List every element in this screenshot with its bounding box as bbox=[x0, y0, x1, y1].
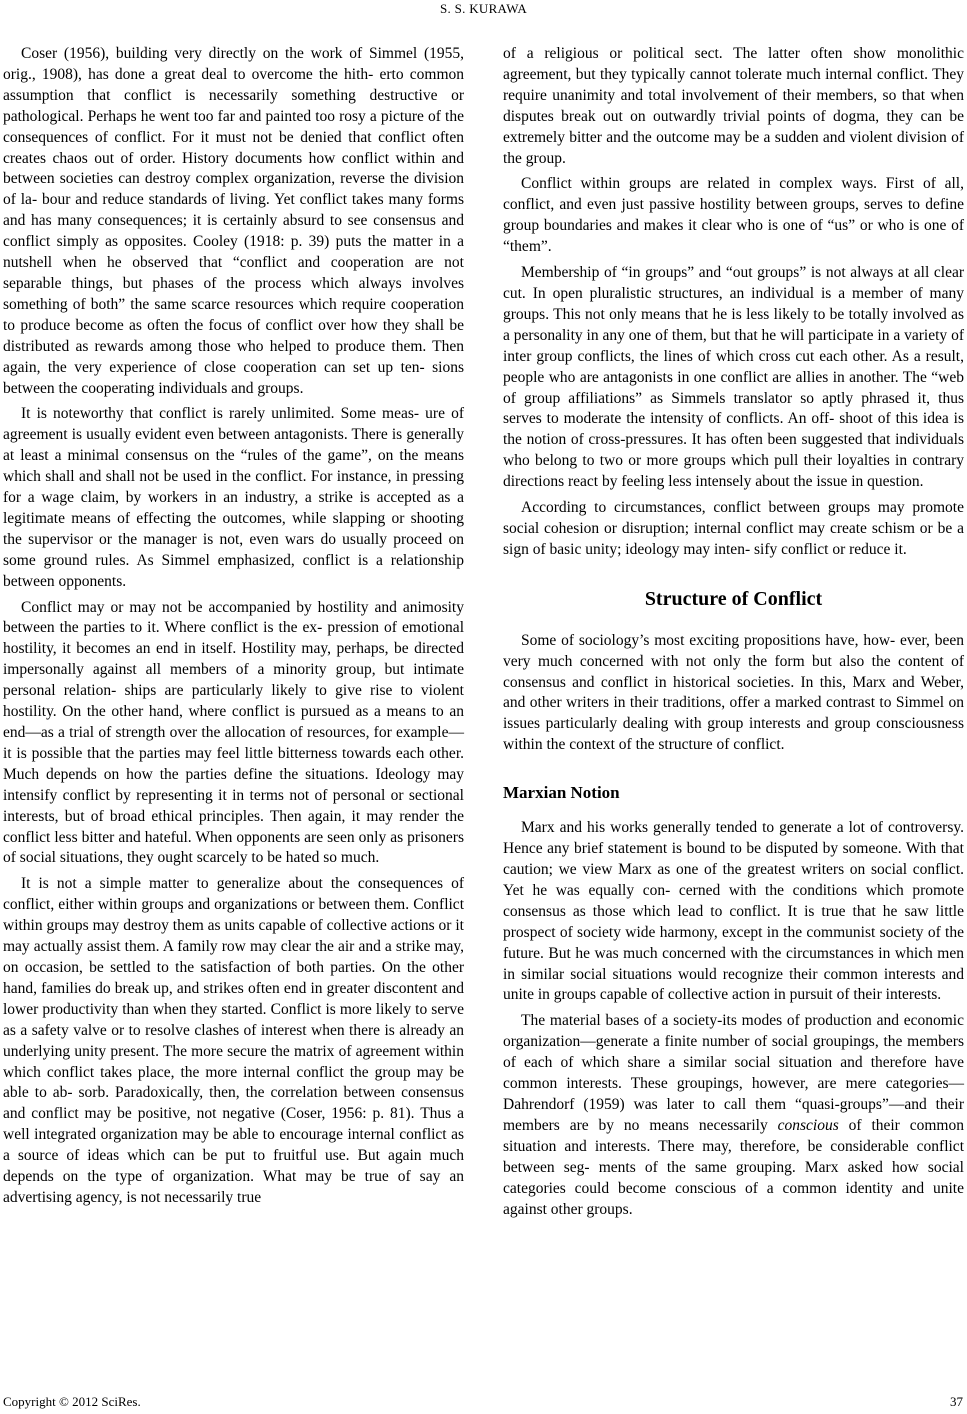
section-heading: Structure of Conflict bbox=[644, 587, 823, 610]
right-column bbox=[503, 44, 964, 1225]
text-run: of their common situation and interests. There may, therefore, be considerable conflict between seg- ments of the same grouping. Marx asked how social categories could become conscious of a common identity and unite against other groups. bbox=[503, 1116, 964, 1218]
paragraph: Some of sociology’s most exciting propositions have, how- ever, been very much concerned with not only the form but also the content of consensus and conflict in historical societies. In this, Marx and Weber, and other writers in their traditions, offer a marked contrast to Simmel on issues particularly dealing with group interests and group consciousness within the context of the structure of conflict. bbox=[503, 631, 964, 754]
paragraph: Membership of “in groups” and “out groups” is not always at all clear cut. In open pluralistic structures, an individual is a member of many groups. This not only means that he is less likely to be totally involved as a personality in any one of them, but that he will participate in a variety of inter group conflicts, the lines of which cross cut each other. As a result, people who are antagonists in one conflict are allies in another. The “web of group affiliations” as Simmels translator so aptly phrased it, thus serves to moderate the intensity of conflicts. An off- shoot of this idea is the notion of cross-pressures. It has often been suggested that individuals who belong to two or more groups which pull their loyalties in contrary directions react by feeling less intensely about the issue in question. bbox=[503, 264, 964, 491]
subsection-heading: Marxian Notion bbox=[503, 783, 620, 803]
page-number: 37 bbox=[950, 1394, 963, 1409]
text-run: The material bases of a society-its modes of production and economic organization—generate a finite number of social groupings, the members of each of which share a similar social situation and therefore have common interests. These groupings, however, are mere categories—Dahrendorf (1959) was later to call them “quasi-groups”—and their members are by no means necessarily bbox=[503, 1012, 964, 1134]
paragraph: It is noteworthy that conflict is rarely unlimited. Some meas- ure of agreement is usually evident even between antagonists. There is generally at least a minimal consensus on the “rules of the game”, on the means which shall and shall not be used in the conflict. For instance, in pressing for a wage claim, by workers in an industry, a strike is accepted as a legitimate means of effecting the outcomes, while slapping or shooting the supervisor or the manager is not, even wars do usually proceed on some ground rules. As Simmel emphasized, conflict is a relationship between opponents. bbox=[3, 405, 464, 590]
paragraph: It is not a simple matter to generalize about the consequences of conflict, either within groups and organizations or between them. Conflict within groups may destroy them as units capable of collective actions or it may actually assist them. A family row may clear the air and a strike may, on occasion, be settled to the satisfaction of both parties. On the other hand, families do break up, and strikes often end in greater discontent and lower productivity than when they started. Conflict is more likely to serve as a safety valve or to resolve clashes of interest when there is already an underlying unity present. The more secure the matrix of agreement within which conflict takes place, the more internal conflict the group may be able to ab- sorb. Paradoxically, then, the correlation between consensus and conflict may be positive, not negative (Coser, 1956: p. 81). Thus a well integrated organization may be able to encourage internal conflict as a source of ideas which can be put to fruitful use. But again much depends on the type of organization. What may be true of say an advertising agency, is not necessarily true bbox=[3, 875, 464, 1206]
paragraph: Conflict may or may not be accompanied by hostility and animosity between the parties to it. Where conflict is the ex- pression of emotional hostility, it becomes an end in itself. Hostility may, perhaps, be directed impersonally against all members of a minority group, but intimate personal relation- ships are particularly likely to give rise to violent hostility. On the other hand, where conflict is pursued as a means to an end—as a trial of strength over the allocation of resources, for example—it is possible that the parties may feel little bitterness towards each other. Much depends on how the parties define the situations. Ideology may intensify conflict by representing it in terms not of personal or sectional interests, but of broad ethical principles. Then again, it may render the conflict less bitter and hateful. When opponents are seen only as prisoners of social situations, they ought scarcely to be hated so much. bbox=[3, 598, 464, 867]
paragraph bbox=[503, 1011, 964, 1220]
paragraph-continued: of a religious or political sect. The latter often show monolithic agreement, but they typically cannot tolerate much internal conflict. They require unanimity and total involvement of their members, so that when disputes break out on outwardly trivial points of dogma, they can be extremely bitter and the outcome may be a sudden and violent division of the group. bbox=[503, 45, 964, 167]
running-head: S. S. KURAWA bbox=[439, 1, 528, 16]
paragraph: Coser (1956), building very directly on the work of Simmel (1955, orig., 1908), has done a great deal to overcome the hith- erto common assumption that conflict is necessarily something destructive or pathological. Perhaps he went too far and painted too rosy a picture of the consequences of conflict. For it must not be denied that conflict often creates chaos out of order. History documents how conflict within and between societies can destroy complex organization, reverse the division of la- bour and reduce standards of living. Yet conflict takes many forms and has many consequences; it is certainly absurd to see consensus and conflict simply as opposites. Cooley (1918: p. 39) puts the matter in a nutshell when he observed that “conflict and cooperation are not separable things, but phases of the process which always involves something of both” the same scarce resources which require cooperation to produce become as often the focus of conflict over how they shall be distributed as rewards among those who helped to produce them. Then again, the very experience of close cooperation can set up ten- sions between the cooperating individuals and groups. bbox=[3, 45, 464, 397]
left-column bbox=[3, 44, 464, 1214]
paragraph: Conflict within groups are related in complex ways. First of all, conflict, and even just passive hostility between groups, serves to define group boundaries and makes it clear who is one of “us” or who is one of “them”. bbox=[503, 175, 964, 256]
paragraph: According to circumstances, conflict between groups may promote social cohesion or disruption; internal conflict may create schism or be a sign of basic unity; ideology may inten- sify conflict or reduce it. bbox=[503, 499, 964, 558]
paragraph: Marx and his works generally tended to generate a lot of controversy. Hence any brief statement is bound to be disputed by someone. With that caution; we view Marx as one of the greatest writers on social conflict. Yet he was equally con- cerned with the conditions which promote consensus as those which lead to conflict. It is true that he saw little prospect of society wide harmony, except in the communist society of the future. But he was much concerned with the circumstances in which men in similar social situations would recognize their common interests and unite in groups capable of collective action in pursuit of their interests. bbox=[503, 819, 964, 1004]
copyright-notice: Copyright © 2012 SciRes. bbox=[3, 1394, 141, 1409]
emphasis-text: conscious bbox=[777, 1116, 839, 1134]
